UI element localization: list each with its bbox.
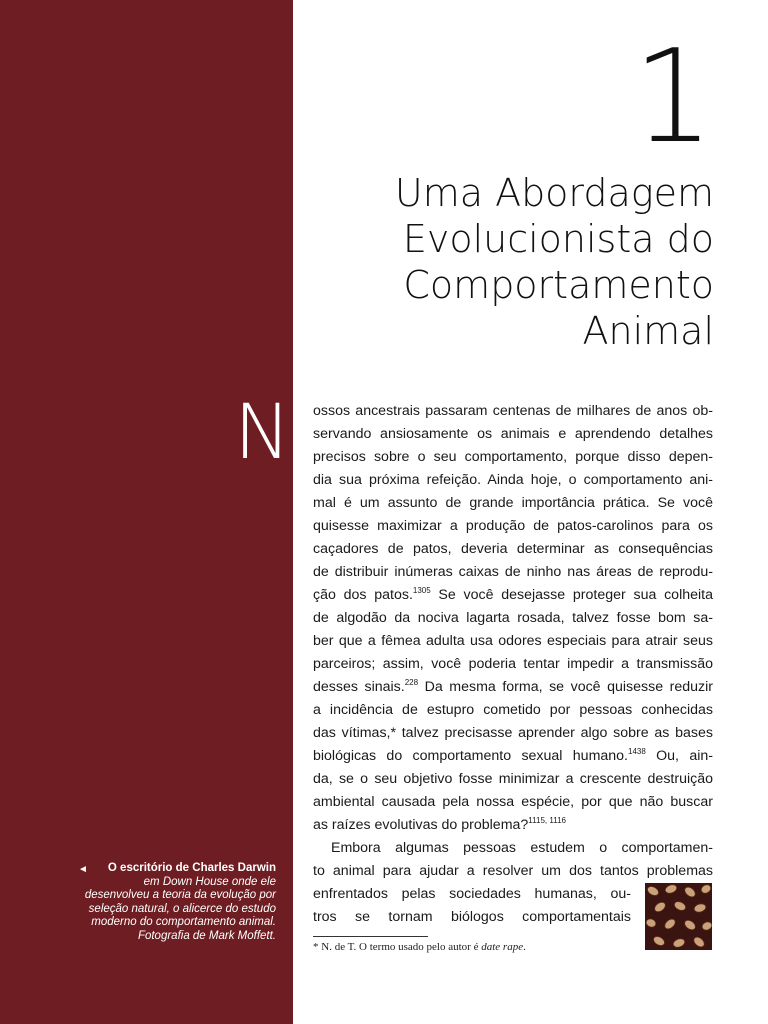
chapter-title-line: Uma Abordagem bbox=[394, 171, 714, 215]
text-line: da, se o seu objetivo fosse minimizar a crescente destruição bbox=[313, 771, 713, 787]
text-line: ber que a fêmea adulta usa odores especiais para atrair seus bbox=[313, 633, 713, 649]
footnote bbox=[313, 941, 613, 953]
text-line: enfrentados pelas sociedades humanas, ou- bbox=[313, 886, 631, 902]
text-line bbox=[313, 584, 713, 607]
text-line bbox=[313, 745, 713, 768]
text-fragment: Da mesma forma, se você quisesse reduzir bbox=[418, 679, 714, 695]
darwin-study-thumbnail bbox=[645, 883, 712, 950]
text-line: quisesse maximizar a produção de patos-carolinos para os bbox=[313, 518, 713, 534]
citation-ref: 228 bbox=[404, 678, 419, 687]
footnote-term: date rape bbox=[481, 941, 524, 953]
text-line: parceiros; assim, você poderia tentar impedir a transmissão bbox=[313, 656, 713, 672]
text-line: to animal para ajudar a resolver um dos tantos problemas bbox=[313, 863, 713, 879]
footnote-divider bbox=[313, 936, 428, 937]
photo-caption bbox=[78, 862, 276, 943]
text-line: das vítimas,* talvez precisasse aprender algo sobre as bases bbox=[313, 725, 713, 741]
citation-ref: 1438 bbox=[628, 747, 646, 756]
footnote-suffix: . bbox=[523, 941, 526, 953]
text-fragment: Se você desejasse proteger sua colheita bbox=[430, 587, 713, 603]
text-fragment: as raízes evolutivas do problema? bbox=[313, 817, 529, 833]
caption-arrow-icon: ◄ bbox=[78, 864, 88, 875]
chapter-title-line: Animal bbox=[582, 309, 714, 353]
text-line: Embora algumas pessoas estudem o comportamen- bbox=[331, 840, 713, 856]
chapter-number: 1 bbox=[632, 23, 714, 172]
text-fragment: desses sinais. bbox=[313, 679, 405, 695]
chapter-title-line: Evolucionista do bbox=[402, 217, 714, 261]
text-line: caçadores de patos, deveria determinar as consequências bbox=[313, 541, 713, 557]
footnote-prefix: * N. de T. O termo usado pelo autor é bbox=[313, 941, 479, 953]
text-fragment: biológicas do comportamento sexual humano. bbox=[313, 748, 628, 764]
text-line: mal é um assunto de grande importância prática. Se você bbox=[313, 495, 713, 511]
text-line: ambiental causada pela nossa espécie, por que não buscar bbox=[313, 794, 713, 810]
text-line: tros se tornam biólogos comportamentais bbox=[313, 909, 631, 925]
text-line: dia sua próxima refeição. Ainda hoje, o comportamento ani- bbox=[313, 472, 713, 488]
text-line: servando ansiosamente os animais e aprendendo detalhes bbox=[313, 426, 713, 442]
text-line: de distribuir inúmeras caixas de ninho nas áreas de reprodu- bbox=[313, 564, 713, 580]
caption-title: O escritório de Charles Darwin bbox=[107, 862, 276, 874]
chapter-title-line: Comportamento bbox=[403, 263, 714, 307]
chapter-title bbox=[334, 170, 714, 354]
body-text bbox=[313, 400, 713, 929]
text-line: ossos ancestrais passaram centenas de milhares de anos ob- bbox=[313, 403, 713, 419]
text-fragment: Ou, ain- bbox=[645, 748, 713, 764]
text-line bbox=[313, 676, 713, 699]
citation-ref: 1305 bbox=[412, 586, 431, 595]
text-line bbox=[313, 814, 713, 837]
caption-text: em Down House onde ele desenvolveu a teoria da evolução por seleção natural, o alicerce do estudo moderno do comportamento animal. Fotografia de Mark Moffett. bbox=[84, 875, 276, 942]
text-line: precisos sobre o seu comportamento, porque disso depen- bbox=[313, 449, 713, 465]
citation-ref: 1115, 1116 bbox=[528, 816, 566, 825]
drop-cap: N bbox=[234, 387, 291, 476]
text-line: de algodão da nociva lagarta rosada, talvez fosse bom sa- bbox=[313, 610, 713, 626]
leaf-pattern-image bbox=[645, 883, 712, 950]
text-line: a incidência de estupro cometido por pessoas conhecidas bbox=[313, 702, 713, 718]
text-fragment: ção dos patos. bbox=[313, 587, 413, 603]
